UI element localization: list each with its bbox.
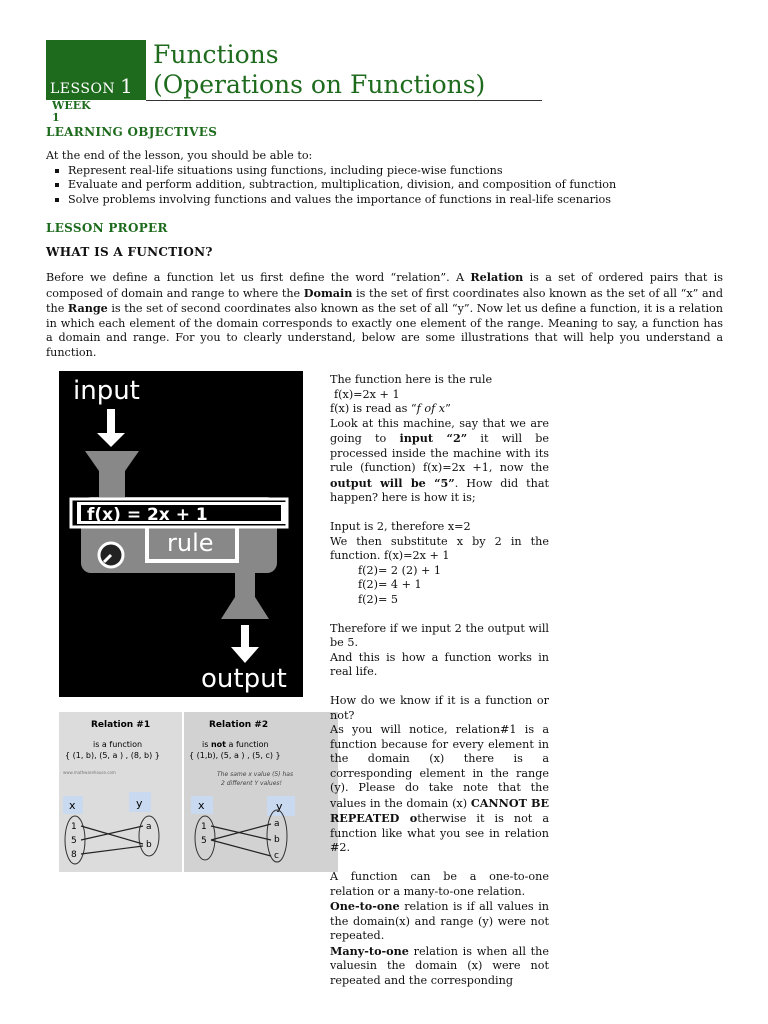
objectives-intro: At the end of the lesson, you should be able to:	[46, 149, 313, 162]
week-label: WEEK 1	[52, 99, 91, 124]
step-line: f(2)= 2 (2) + 1	[358, 563, 442, 577]
relation2-note-2: 2 different Y values!	[221, 780, 282, 787]
function-machine-figure	[59, 371, 303, 697]
relation2-range-b: b	[274, 835, 280, 845]
relation1-domain-1: 1	[71, 822, 77, 832]
relation1-range-a: a	[146, 822, 152, 832]
title-divider	[146, 100, 542, 101]
rule-label: rule	[167, 529, 214, 557]
relation1-pairs: { (1, b), (5, a ) , (8, b) }	[65, 751, 160, 760]
lesson-proper-heading: LESSON PROPER	[46, 221, 168, 235]
list-item: Solve problems involving functions and values the importance of functions in real-life scenarios	[68, 193, 726, 208]
relation1-domain-8: 8	[71, 850, 77, 860]
step-line: Input is 2, therefore x=2	[330, 520, 471, 533]
list-item: Evaluate and perform addition, subtraction, multiplication, division, and composition of function	[68, 178, 726, 193]
step-line: f(2)= 5	[358, 592, 399, 606]
lesson-number: 1	[120, 74, 134, 98]
machine-explanation: Look at this machine, say that we are going to input “2” it will be processed inside the machine with its rule (function) f(x)=2x +1, now the output will be “5”. How did that happen? here is how it is;	[330, 416, 550, 504]
relation1-x-label: x	[69, 799, 76, 812]
relation2-pairs: { (1,b), (5, a ) , (5, c) }	[189, 751, 281, 760]
many-to-one-definition: Many-to-one relation is when all the valuesin the domain (x) were not repeated and the corresponding	[330, 943, 549, 987]
lesson-label	[50, 74, 133, 98]
relation1-range-b: b	[146, 840, 152, 850]
input-label: input	[73, 376, 140, 406]
relation2-range-c: c	[274, 851, 279, 861]
relation2-y-label: y	[276, 800, 283, 813]
text-line: A function can be a one-to-one relation or a many-to-one relation.	[330, 870, 549, 898]
lesson-badge	[46, 40, 146, 100]
formula-line: f(x)=2x + 1	[334, 387, 400, 401]
text-line: f(x) is read as “f of x”	[330, 402, 451, 415]
page-subtitle: (Operations on Functions)	[153, 70, 486, 99]
function-test-explanation: As you will notice, relation#1 is a function because for every element in the domain (x) there is a corresponding element in the range (y). Please do take note that the values in the domain (x) CANNOT BE REPEATED otherwise it is not a function like what you see in relation #2.	[330, 723, 549, 854]
step-line: f(2)= 4 + 1	[358, 578, 422, 591]
relation1-domain-5: 5	[71, 836, 77, 846]
page-title: Functions	[153, 40, 279, 69]
relation2-domain-5: 5	[201, 836, 207, 846]
text-line: Therefore if we input 2 the output will be 5.	[330, 621, 549, 649]
output-arrowhead-icon	[231, 647, 259, 663]
objectives-heading: LEARNING OBJECTIVES	[46, 125, 218, 139]
relation2-range-a: a	[274, 819, 280, 829]
section-heading: WHAT IS A FUNCTION?	[46, 245, 213, 259]
relation1-url: www.mathwarehouse.com	[63, 770, 116, 775]
question-line: How do we know if it is a function or not?	[330, 694, 549, 722]
relation2-x-label: x	[198, 799, 205, 812]
step-line: We then substitute x by 2 in the function. f(x)=2x + 1	[330, 534, 549, 562]
output-funnel	[221, 573, 269, 619]
relation1-subtitle: is a function	[93, 740, 143, 749]
input-arrowhead-icon	[97, 433, 125, 447]
relation2-note-1: The same x value (5) has	[217, 771, 294, 778]
one-to-one-definition: One-to-one relation is if all values in the domain(x) and range (y) were not repeated.	[330, 899, 549, 942]
intro-paragraph: Before we define a function let us first define the word “relation”. A Relation is a set of ordered pairs that is composed of domain and range to where the Domain is the set of first coordinates also known as the set of all “x” and the Range is the set of second coordinates also known as the set of all “y”. Now let us define a function, it is a relation in which each element of the domain corresponds to exactly one element of the range. Meaning to say, a function has a domain and range. For you to clearly understand, below are some illustrations that will help you understand a function.	[46, 270, 724, 359]
text-line: The function here is the rule	[330, 373, 493, 386]
output-arrow-icon	[241, 625, 249, 649]
input-funnel	[85, 451, 139, 497]
objectives-block	[46, 149, 726, 207]
objectives-list	[46, 164, 726, 208]
explanation-column	[330, 373, 549, 988]
relation2-title: Relation #2	[209, 720, 269, 730]
text-line: And this is how a function works in real life.	[330, 650, 549, 678]
input-arrow-icon	[107, 409, 115, 435]
relations-figure	[59, 712, 338, 872]
relation1-title: Relation #1	[91, 720, 151, 730]
relation2-domain-1: 1	[201, 822, 207, 832]
relation1-y-label: y	[136, 797, 143, 810]
list-item: Represent real-life situations using functions, including piece-wise functions	[68, 164, 726, 179]
formula-text: f(x) = 2x + 1	[87, 505, 208, 525]
relation2-subtitle: is not a function	[202, 740, 269, 749]
output-label: output	[201, 664, 287, 694]
lesson-word: LESSON	[50, 81, 116, 97]
